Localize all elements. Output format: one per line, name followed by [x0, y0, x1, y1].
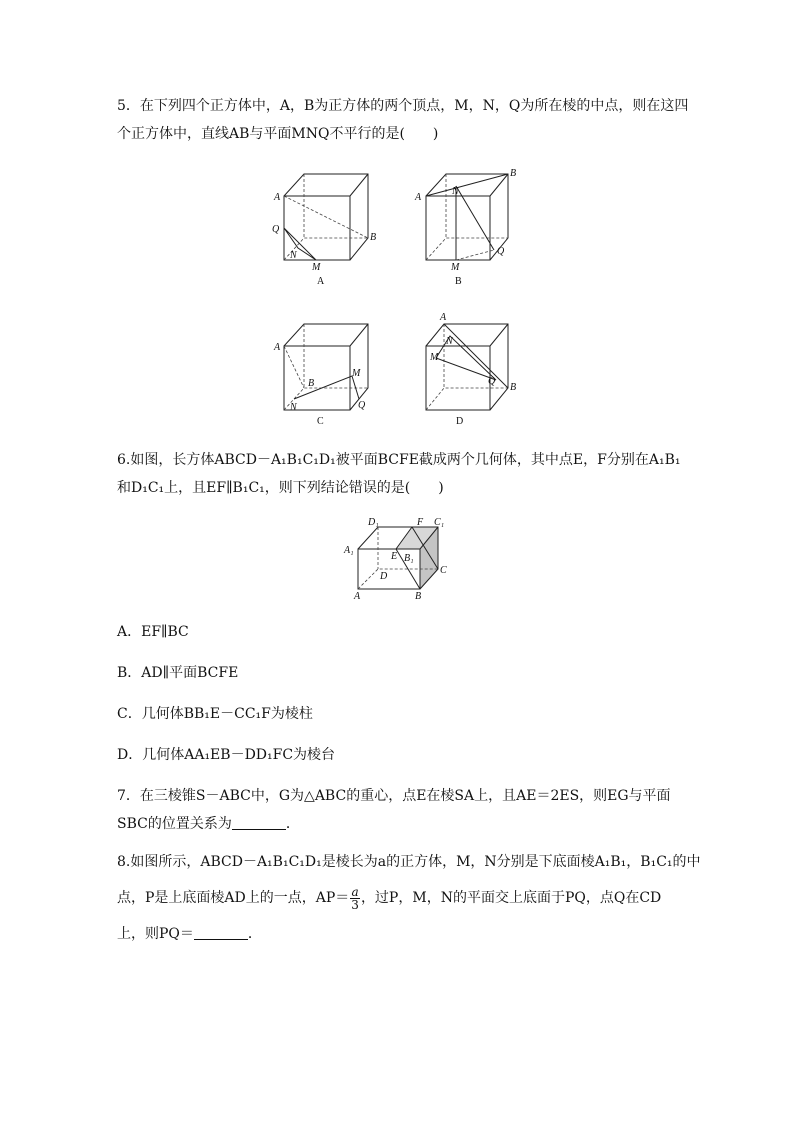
q5-figure-c [268, 314, 380, 430]
q6-line-2: 和D₁C₁上，且EF∥B₁C₁，则下列结论错误的是( ) [117, 480, 444, 496]
fig-a-label-m: M [312, 262, 321, 273]
q7-answer-blank[interactable] [232, 815, 286, 830]
q6-option-d: D．几何体AA₁EB－DD₁FC为棱台 [117, 747, 336, 763]
fig-d-label-n: N [446, 336, 453, 347]
fig-b-label-a: A [415, 192, 422, 203]
q6-figure [340, 513, 458, 603]
q6-option-a: A．EF∥BC [117, 624, 189, 640]
fig-c-label-q: Q [358, 400, 366, 411]
q6-label-e: E [391, 551, 398, 562]
fig-a-label-n: N [290, 250, 297, 261]
q6-label-c1: C₁ [434, 517, 445, 528]
q8-line-3-text: 上，则PQ＝ [117, 926, 194, 942]
fig-a-caption: A [317, 276, 325, 287]
fig-a-label-a: A [274, 192, 281, 203]
fig-d-label-a: A [440, 312, 447, 323]
q8-line-3-end: ． [247, 926, 262, 942]
q6-label-c: C [440, 565, 447, 576]
q8-line-3 [117, 924, 262, 944]
fig-d-label-b: B [510, 382, 517, 393]
q7-line-2 [117, 814, 300, 834]
fig-c-label-n: N [290, 402, 297, 413]
fig-a-label-b: B [370, 232, 377, 243]
fig-d-caption: D [456, 416, 464, 427]
q7-line-2-end: ． [285, 816, 300, 832]
q5-figure-a [268, 164, 380, 288]
fig-a-label-q: Q [272, 224, 280, 235]
fig-d-label-q: Q [488, 376, 496, 387]
q7-line-1: 7．在三棱锥S－ABC中，G为△ABC的重心，点E在棱SA上，且AE＝2ES，则EG与平面 [117, 788, 671, 804]
q8-answer-blank[interactable] [194, 925, 248, 940]
q8-line-1: 8.如图所示，ABCD－A₁B₁C₁D₁是棱长为a的正方体，M，N分别是下底面棱A₁B₁，B₁C₁的中 [117, 854, 701, 870]
fig-d-label-m: M [430, 352, 439, 363]
q8-line-2-pre: 点，P是上底面棱AD上的一点，AP＝ [117, 890, 350, 906]
q8-fraction-num: a [351, 884, 359, 899]
fig-c-label-m: M [352, 368, 361, 379]
q6-option-b: B．AD∥平面BCFE [117, 665, 239, 681]
q6-label-a1: A₁ [344, 545, 354, 556]
fig-b-label-q: Q [497, 246, 505, 257]
q6-label-f: F [417, 517, 424, 528]
fig-b-label-b: B [510, 168, 517, 179]
fig-c-label-a: A [274, 342, 281, 353]
fig-c-caption: C [317, 416, 324, 427]
q8-line-2 [117, 884, 661, 912]
q6-label-d1: D₁ [368, 517, 379, 528]
q5-line-2: 个正方体中，直线AB与平面MNQ不平行的是( ) [117, 126, 439, 142]
q5-figure-d [410, 306, 522, 430]
q6-line-1: 6.如图，长方体ABCD－A₁B₁C₁D₁被平面BCFE截成两个几何体，其中点E，F分别在A₁B₁ [117, 452, 681, 468]
q8-line-2-post: ，过P，M，N的平面交上底面于PQ，点Q在CD [360, 890, 662, 906]
fig-b-label-n: N [452, 186, 459, 197]
q8-fraction-den: 3 [351, 897, 359, 912]
q6-label-b: B [415, 591, 422, 602]
q6-label-b1: B₁ [404, 553, 414, 564]
q6-option-c: C．几何体BB₁E－CC₁F为棱柱 [117, 706, 313, 722]
q5-figure-b [410, 164, 522, 288]
fig-c-label-b: B [308, 378, 315, 389]
q7-line-2-text: SBC的位置关系为 [117, 816, 232, 832]
fig-b-label-m: M [451, 262, 460, 273]
q6-label-d: D [380, 571, 388, 582]
q6-label-a: A [354, 591, 361, 602]
q8-fraction [350, 886, 360, 911]
fig-b-caption: B [455, 276, 462, 287]
q5-line-1: 5．在下列四个正方体中，A，B为正方体的两个顶点，M，N，Q为所在棱的中点，则在这四 [117, 98, 689, 114]
